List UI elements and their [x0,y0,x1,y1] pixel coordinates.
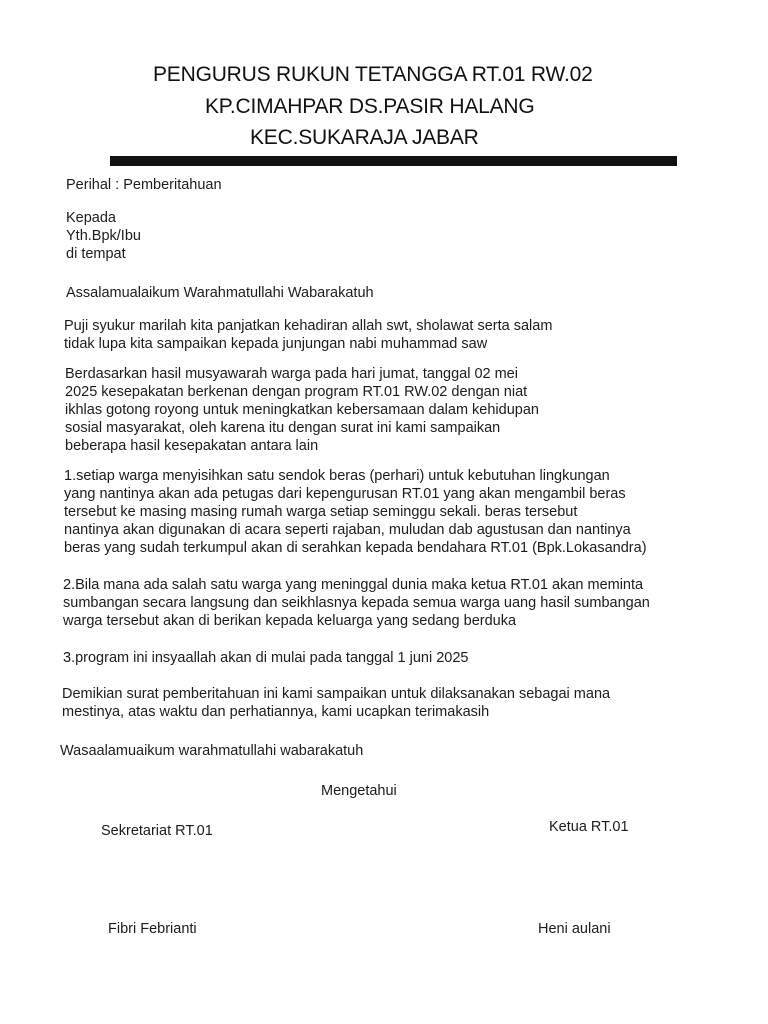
paragraph-line: Berdasarkan hasil musyawarah warga pada hari jumat, tanggal 02 mei [65,366,518,382]
paragraph-line: warga tersebut akan di berikan kepada keluarga yang sedang berduka [63,613,517,629]
agreement-point-2 [63,576,650,630]
agreement-point-1 [64,467,647,557]
signature-name-chairman: Heni aulani [538,921,611,937]
letterhead-line-2: KP.CIMAHPAR DS.PASIR HALANG [205,95,535,118]
opening-greeting: Assalamualaikum Warahmatullahi Wabarakatuh [66,285,374,301]
paragraph-line: sosial masyarakat, oleh karena itu dengan surat ini kami sampaikan [65,420,501,436]
paragraph-line: 1.setiap warga menyisihkan satu sendok beras (perhari) untuk kebutuhan lingkungan [64,468,610,484]
paragraph-line: yang nantinya akan ada petugas dari kepengurusan RT.01 yang akan mengambil beras [64,486,626,502]
paragraph-line: tersebut ke masing masing rumah warga setiap seminggu sekali. beras tersebut [64,504,578,520]
letterhead-line-1: PENGURUS RUKUN TETANGGA RT.01 RW.02 [153,63,593,86]
paragraph-line: 2025 kesepakatan berkenan dengan program RT.01 RW.02 dengan niat [65,384,528,400]
paragraph-closing [62,685,610,721]
addressee-block [66,209,141,263]
paragraph-line: Demikian surat pemberitahuan ini kami sampaikan untuk dilaksanakan sebagai mana [62,686,611,702]
paragraph-line: 2.Bila mana ada salah satu warga yang meninggal dunia maka ketua RT.01 akan meminta [63,577,644,593]
paragraph-basis [65,365,539,455]
addressee-line: Yth.Bpk/Ibu [66,228,141,244]
paragraph-line: ikhlas gotong royong untuk meningkatkan kebersamaan dalam kehidupan [65,402,539,418]
letterhead-divider [110,156,677,166]
acknowledged-label: Mengetahui [321,783,397,799]
agreement-point-3 [63,649,468,667]
paragraph-line: Puji syukur marilah kita panjatkan kehadiran allah swt, sholawat serta salam [64,318,553,334]
paragraph-line: 3.program ini insyaallah akan di mulai pada tanggal 1 juni 2025 [63,650,469,666]
signature-name-secretary: Fibri Febrianti [108,921,197,937]
addressee-line: Kepada [66,210,116,226]
paragraph-line: beras yang sudah terkumpul akan di serahkan kepada bendahara RT.01 (Bpk.Lokasandra) [64,540,647,556]
paragraph-line: mestinya, atas waktu dan perhatiannya, kami ucapkan terimakasih [62,704,490,720]
paragraph-praise [64,317,552,353]
paragraph-line: nantinya akan digunakan di acara seperti rajaban, muludan dab agustusan dan nantinya [64,522,631,538]
signature-title-secretary: Sekretariat RT.01 [101,823,213,839]
closing-farewell: Wasaalamuaikum warahmatullahi wabarakatuh [60,743,364,759]
letter-subject: Perihal : Pemberitahuan [66,177,222,193]
letterhead-line-3: KEC.SUKARAJA JABAR [250,126,479,149]
paragraph-line: tidak lupa kita sampaikan kepada junjungan nabi muhammad saw [64,336,488,352]
addressee-line: di tempat [66,246,126,262]
paragraph-line: sumbangan secara langsung dan seikhlasnya kepada semua warga uang hasil sumbangan [63,595,650,611]
signature-title-chairman: Ketua RT.01 [549,819,629,835]
paragraph-line: beberapa hasil kesepakatan antara lain [65,438,319,454]
